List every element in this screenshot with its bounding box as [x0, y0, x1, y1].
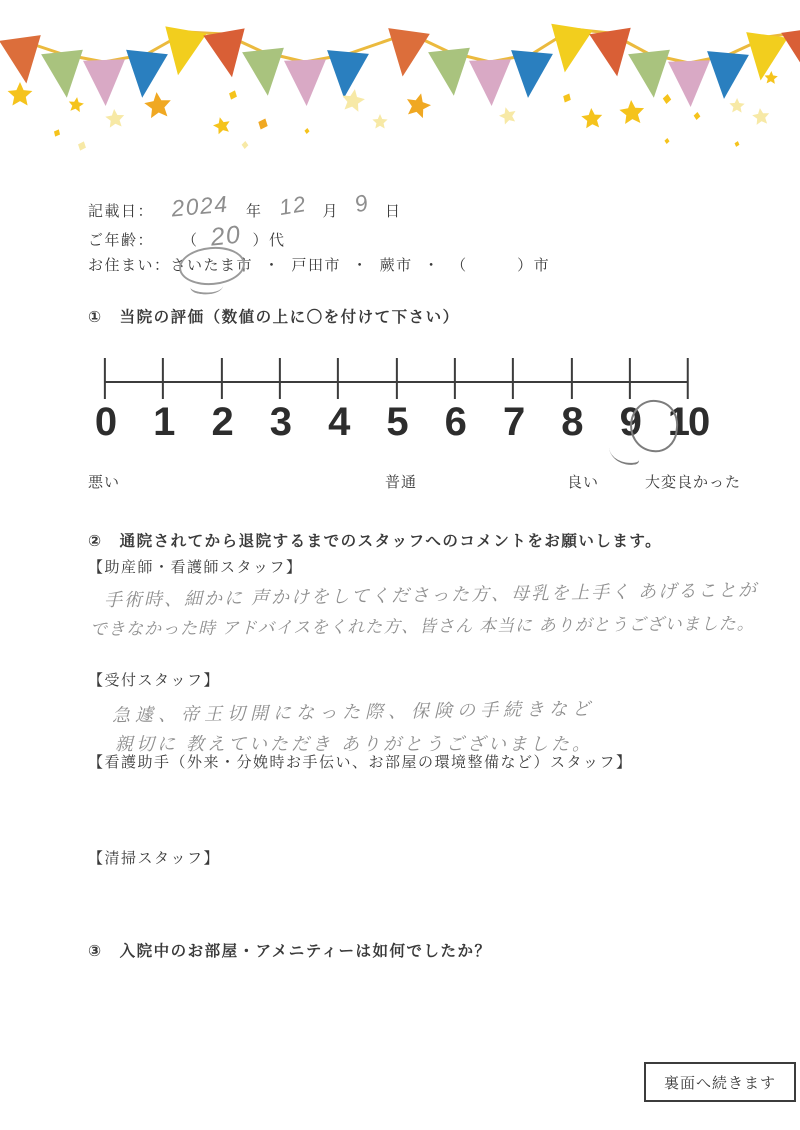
rating-selection-circle-tail: [608, 440, 639, 468]
date-year-unit: 年: [246, 203, 263, 220]
scale-tick: 1: [153, 358, 173, 442]
anchor-good: 良い: [567, 474, 600, 491]
date-label: 記載日：: [88, 203, 155, 220]
comment-midwife-line2: できなかった時 アドバイスをくれた方、皆さん 本当に ありがとうございました。: [89, 614, 755, 639]
age-unit: 代: [269, 232, 286, 249]
q2-heading: ② 通院されてから退院するまでのスタッフへのコメントをお願いします。: [88, 533, 663, 550]
age-label: ご年齢：: [88, 232, 155, 249]
anchor-normal: 普通: [385, 474, 418, 491]
section-label-reception: 【受付スタッフ】: [88, 672, 221, 689]
q1-heading: ① 当院の評価（数値の上に〇を付けて下さい）: [88, 309, 460, 326]
age-paren-close: ）: [252, 232, 270, 249]
scale-anchors: [88, 471, 748, 491]
continue-note: 裏面へ続きます: [663, 1074, 776, 1092]
section-label-nursing-assistant: 【看護助手（外来・分娩時お手伝い、お部屋の環境整備など）スタッフ】: [88, 754, 633, 771]
anchor-very-good: 大変良かった: [645, 474, 742, 491]
residence-option-saitama: さいたま市: [171, 254, 254, 275]
section-label-cleaning: 【清掃スタッフ】: [88, 850, 221, 867]
rating-scale: [94, 358, 709, 458]
residence-selection-circle-tail: [189, 276, 223, 298]
age-row: [88, 220, 286, 254]
residence-option-other: （ ）市: [451, 257, 551, 274]
residence-separator: ・: [264, 257, 281, 274]
residence-label: お住まい：: [88, 257, 171, 274]
q3-heading: ③ 入院中のお部屋・アメニティーは如何でしたか？: [88, 943, 492, 960]
date-month-handwritten: 12: [276, 190, 308, 220]
residence-option-toda: 戸田市: [291, 257, 342, 274]
date-month-unit: 月: [322, 203, 340, 220]
scale-tick: 6: [445, 358, 465, 442]
scale-tick: 7: [503, 358, 523, 442]
age-handwritten: 20: [208, 220, 243, 252]
residence-separator: ・: [352, 257, 369, 274]
scale-tick: 9: [620, 358, 640, 442]
scale-tick: 2: [211, 358, 231, 442]
scale-tick: 4: [328, 358, 348, 442]
bunting-and-stars-decoration: [0, 0, 800, 170]
scale-tick: 8: [561, 358, 581, 442]
section-label-midwife-nurse: 【助産師・看護師スタッフ】: [88, 559, 303, 576]
anchor-bad: 悪い: [88, 474, 121, 491]
scale-tick: 3: [270, 358, 290, 442]
residence-row: [88, 254, 550, 275]
date-day-handwritten: 9: [351, 188, 372, 218]
residence-separator: ・: [423, 257, 441, 274]
scale-tick: 0: [95, 358, 115, 442]
date-day-unit: 日: [385, 203, 402, 220]
comment-reception-line2: 親切に 教えていただき ありがとうございました。: [115, 734, 593, 754]
comment-midwife-line1: 手術時、細かに 声かけをしてくださった方、母乳を上手く あげることが: [103, 579, 759, 611]
date-year-handwritten: 2024: [170, 190, 230, 222]
comment-reception-line1: 急遽、帝王切開になった際、保険の手続きなど: [111, 698, 596, 726]
continue-box: [644, 1062, 796, 1102]
age-paren-open: （: [182, 232, 199, 249]
scale-tick: 5: [386, 358, 406, 442]
scale-tick: 10: [668, 358, 709, 442]
residence-option-warabi: 蕨市: [379, 257, 413, 274]
